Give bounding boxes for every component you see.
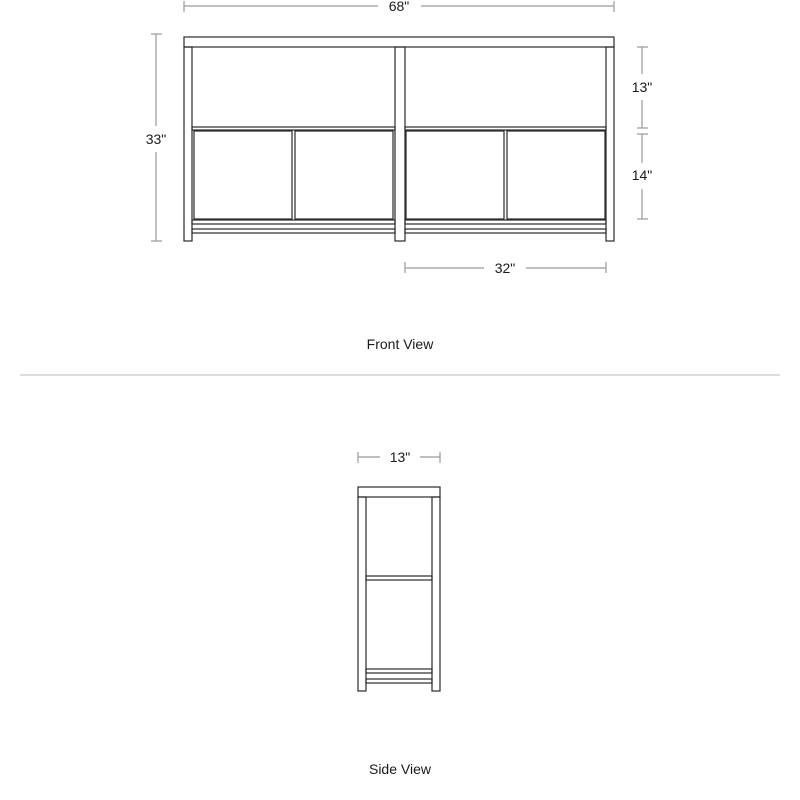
door-2: [295, 131, 393, 219]
side-base-rail: [366, 679, 432, 683]
lower-cabinet-height-label: 14": [631, 167, 653, 183]
dim-lower-cabinet-height: [632, 134, 653, 219]
door-4: [507, 131, 605, 219]
base-rail-right: [405, 229, 606, 233]
overall-width-label: 68": [388, 0, 410, 14]
side-front-post: [358, 497, 366, 691]
side-bottom-rail: [366, 669, 432, 673]
dim-overall-height: [146, 34, 167, 241]
dim-depth: [358, 449, 440, 465]
front-cabinet: [184, 37, 614, 241]
depth-label: 13": [389, 449, 411, 465]
side-view: [358, 449, 440, 691]
dim-overall-width: [184, 0, 614, 14]
door-3: [406, 131, 504, 219]
right-post: [606, 47, 614, 241]
dim-upper-shelf-height: [632, 47, 653, 128]
dim-section-width: [405, 260, 606, 276]
upper-shelf-height-label: 13": [631, 79, 653, 95]
middle-post: [395, 47, 405, 241]
front-view: [146, 0, 653, 276]
section-width-label: 32": [494, 260, 516, 276]
shelf-right: [405, 127, 606, 130]
door-1: [194, 131, 292, 219]
side-shelf: [366, 576, 432, 580]
left-post: [184, 47, 192, 241]
side-view-caption: Side View: [368, 761, 431, 777]
bottom-rail-left: [192, 220, 395, 224]
base-rail-left: [192, 229, 395, 233]
side-cabinet: [358, 487, 440, 691]
side-top-panel: [358, 487, 440, 497]
bottom-rail-right: [405, 220, 606, 224]
top-panel: [184, 37, 614, 47]
front-view-caption: Front View: [366, 336, 434, 352]
side-back-post: [432, 497, 440, 691]
overall-height-label: 33": [145, 131, 167, 147]
shelf-left: [192, 127, 395, 130]
